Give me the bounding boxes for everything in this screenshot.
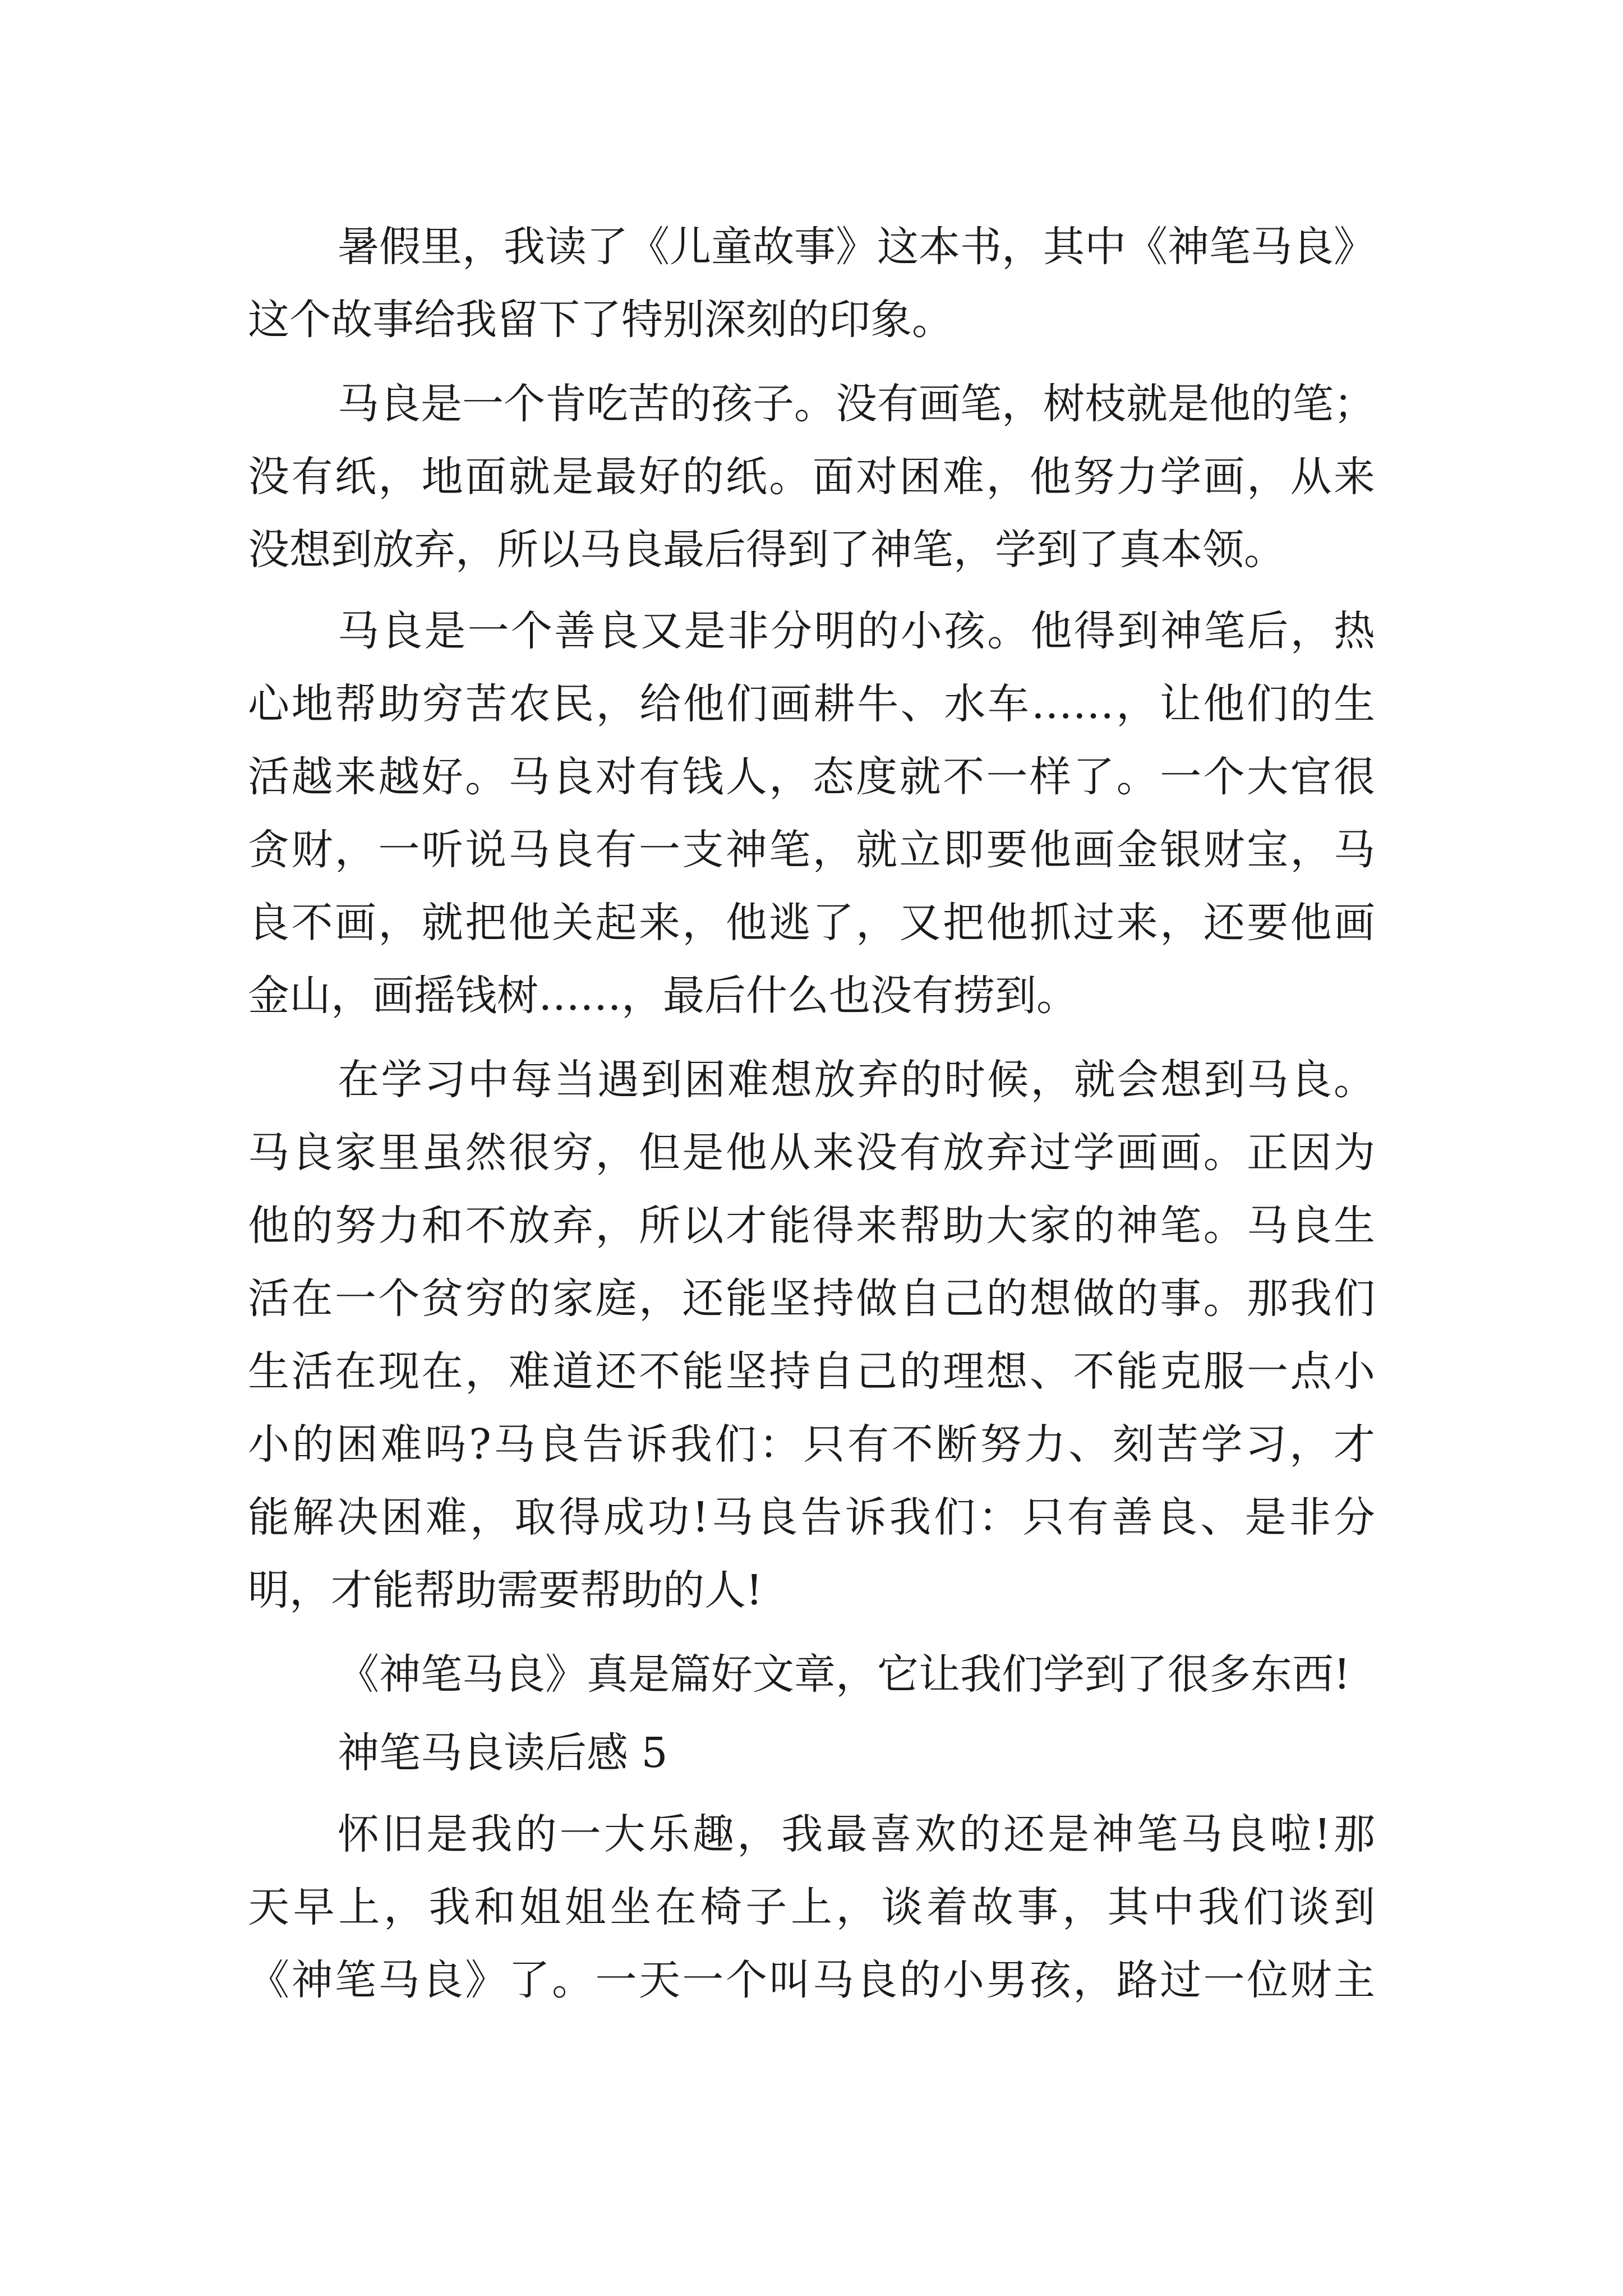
paragraph-1-line-1: 暑假里，我读了《儿童故事》这本书，其中《神笔马良》 [338, 223, 1375, 271]
paragraph-3-line-6: 金山，画摇钱树……，最后什么也没有捞到。 [248, 972, 1078, 1020]
paragraph-4-line-7: 能解决困难，取得成功!马良告诉我们：只有善良、是非分 [248, 1493, 1375, 1542]
paragraph-4-line-5: 生活在现在，难道还不能坚持自己的理想、不能克服一点小 [248, 1347, 1375, 1396]
paragraph-6-line-3: 《神笔马良》了。一天一个叫马良的小男孩，路过一位财主 [248, 1956, 1375, 2004]
paragraph-4-line-4: 活在一个贫穷的家庭，还能坚持做自己的想做的事。那我们 [248, 1274, 1375, 1323]
paragraph-1-line-2: 这个故事给我留下了特别深刻的印象。 [248, 296, 953, 344]
paragraph-4-line-3: 他的努力和不放弃，所以才能得来帮助大家的神笔。马良生 [248, 1202, 1375, 1250]
paragraph-2-line-3: 没想到放弃，所以马良最后得到了神笔，学到了真本领。 [248, 526, 1285, 574]
paragraph-6-line-1: 怀旧是我的一大乐趣，我最喜欢的还是神笔马良啦!那 [338, 1810, 1375, 1858]
paragraph-3-line-3: 活越来越好。马良对有钱人，态度就不一样了。一个大官很 [248, 753, 1375, 801]
paragraph-3-line-5: 良不画，就把他关起来，他逃了，又把他抓过来，还要他画 [248, 899, 1375, 947]
paragraph-2-line-2: 没有纸，地面就是最好的纸。面对困难，他努力学画，从来 [248, 453, 1375, 501]
paragraph-5-line-1: 《神笔马良》真是篇好文章，它让我们学到了很多东西! [338, 1650, 1350, 1699]
paragraph-4-line-6: 小的困难吗?马良告诉我们：只有不断努力、刻苦学习，才 [248, 1420, 1375, 1469]
section-heading: 神笔马良读后感 5 [338, 1729, 668, 1777]
paragraph-2-line-1: 马良是一个肯吃苦的孩子。没有画笔，树枝就是他的笔； [338, 380, 1375, 428]
paragraph-4-line-2: 马良家里虽然很穷，但是他从来没有放弃过学画画。正因为 [248, 1129, 1375, 1177]
paragraph-3-line-2: 心地帮助穷苦农民，给他们画耕牛、水车……，让他们的生 [248, 680, 1375, 728]
paragraph-4-line-1: 在学习中每当遇到困难想放弃的时候，就会想到马良。 [338, 1056, 1375, 1104]
paragraph-4-line-8: 明，才能帮助需要帮助的人! [248, 1566, 763, 1614]
paragraph-3-line-1: 马良是一个善良又是非分明的小孩。他得到神笔后，热 [338, 607, 1375, 655]
paragraph-6-line-2: 天早上，我和姐姐坐在椅子上，谈着故事，其中我们谈到 [248, 1883, 1375, 1931]
paragraph-3-line-4: 贪财，一听说马良有一支神笔，就立即要他画金银财宝，马 [248, 826, 1375, 874]
